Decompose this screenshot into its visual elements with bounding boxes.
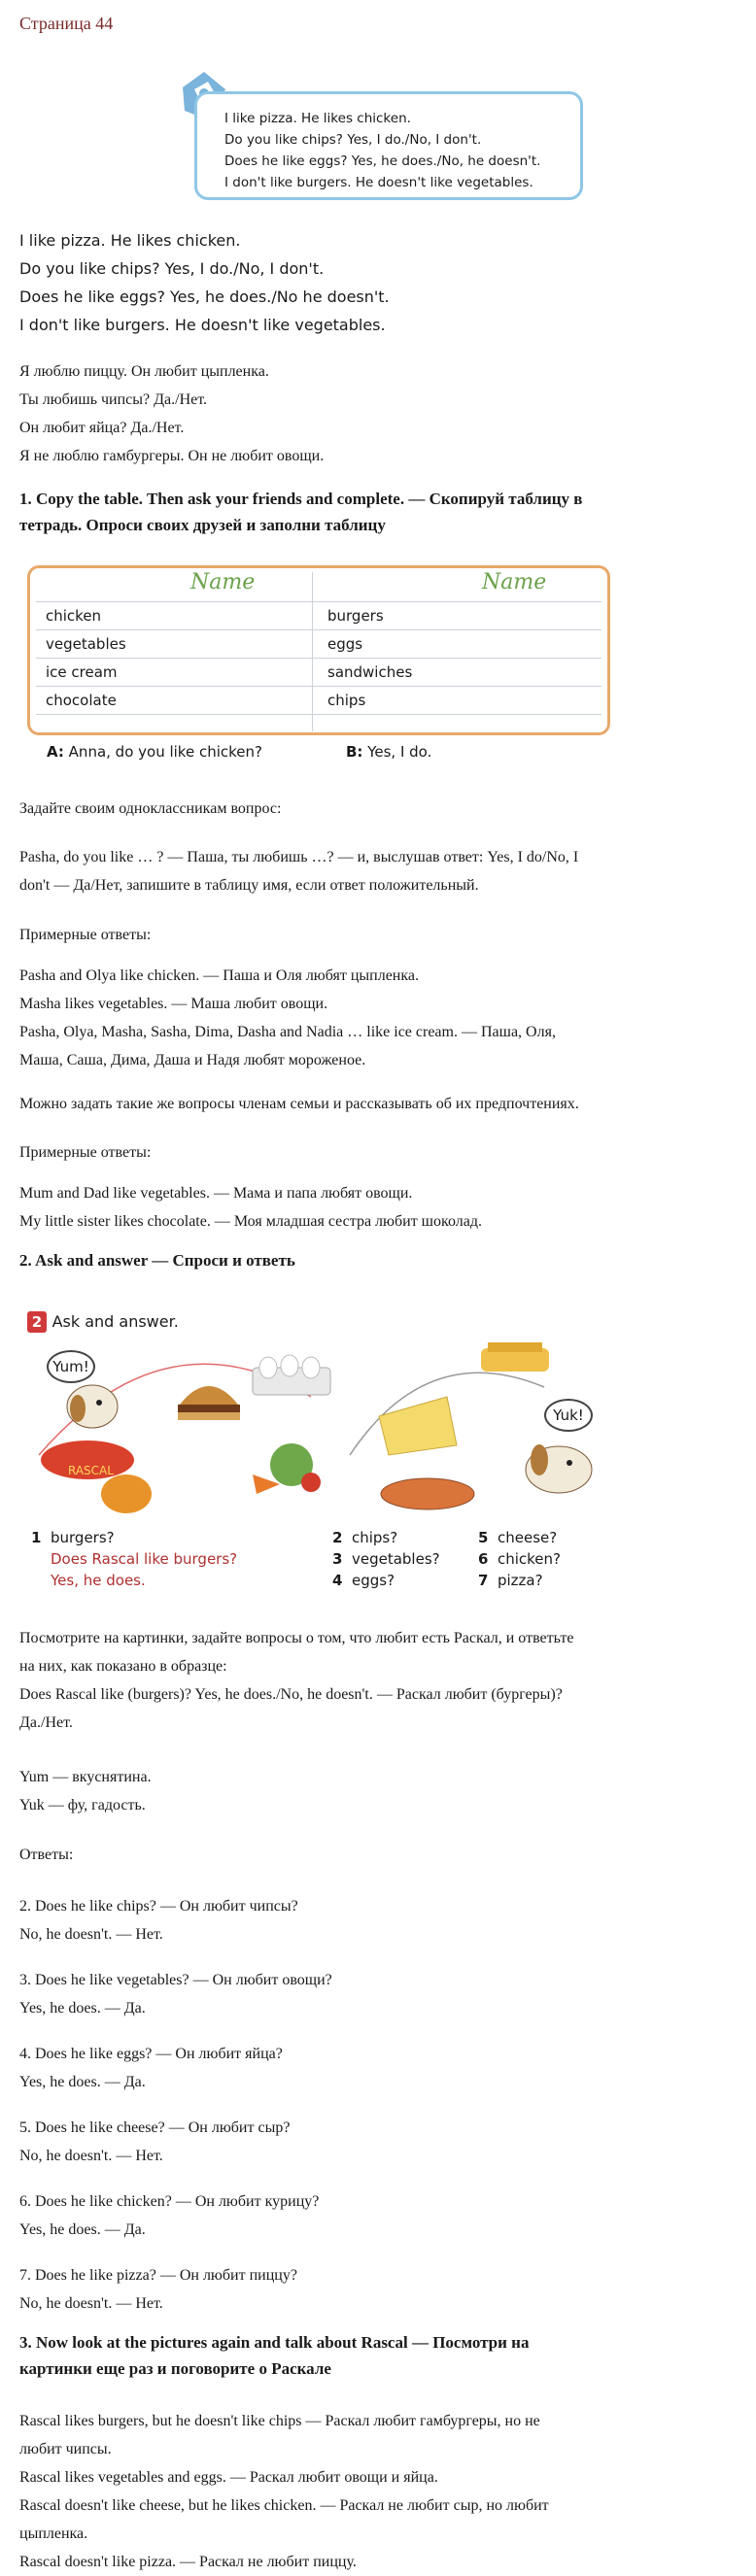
text-line: 5. Does he like cheese? — Он любит сыр? bbox=[19, 2119, 291, 2136]
task1-examples-2 bbox=[19, 1179, 482, 1236]
heading-line: 1. Copy the table. Then ask your friends and complete. — Скопируй таблицу в bbox=[19, 490, 583, 508]
text-line: Примерные ответы: bbox=[19, 1144, 152, 1161]
text-line: Rascal likes vegetables and eggs. — Раскал любит овощи и яйца. bbox=[19, 2469, 438, 2486]
text-line: Mum and Dad like vegetables. — Мама и папа любят овощи. bbox=[19, 1185, 413, 1202]
question-number: 1 bbox=[31, 1529, 42, 1546]
text-line: No, he doesn't. — Нет. bbox=[19, 2148, 163, 2164]
text-line: Rascal likes burgers, but he doesn't like chips — Раскал любит гамбургеры, но не bbox=[19, 2413, 540, 2429]
text-line: Я люблю пиццу. Он любит цыпленка. bbox=[19, 363, 269, 380]
question-number: 7 bbox=[478, 1572, 489, 1589]
question-text: vegetables? bbox=[351, 1550, 440, 1568]
chicken-image bbox=[101, 1474, 152, 1513]
heading-line: картинки еще раз и поговорите о Раскале bbox=[19, 2359, 331, 2378]
table-rule bbox=[36, 686, 601, 687]
text-line: I like pizza. He likes chicken. bbox=[19, 231, 241, 250]
question-text: chips? bbox=[351, 1529, 398, 1546]
cheese-image bbox=[379, 1397, 457, 1455]
task1-text-1 bbox=[19, 795, 281, 823]
question-4 bbox=[332, 1570, 395, 1591]
vegetables-image bbox=[253, 1443, 321, 1494]
answer-block bbox=[19, 1892, 298, 1949]
text-line: No, he doesn't. — Нет. bbox=[19, 2295, 163, 2312]
question-number: 2 bbox=[332, 1529, 343, 1546]
heading-line: 3. Now look at the pictures again and talk about Rascal — Посмотри на bbox=[19, 2333, 530, 2352]
task2-instructions bbox=[19, 1624, 573, 1737]
table-cell: eggs bbox=[327, 635, 363, 653]
text-line: My little sister likes chocolate. — Моя младшая сестра любит шоколад. bbox=[19, 1213, 482, 1230]
task1-text-3 bbox=[19, 921, 151, 949]
text-line: на них, как показано в образце: bbox=[19, 1658, 227, 1675]
text-line: 3. Does he like vegetables? — Он любит овощи? bbox=[19, 1972, 332, 1988]
question-number: 4 bbox=[332, 1572, 343, 1589]
text-line: Yes, he does. — Да. bbox=[19, 2000, 146, 2017]
question-text: eggs? bbox=[351, 1572, 395, 1589]
dialog-b bbox=[346, 743, 431, 761]
pizza-image bbox=[381, 1478, 474, 1509]
text-line: 4. Does he like eggs? — Он любит яйца? bbox=[19, 2046, 283, 2062]
burger-image bbox=[178, 1386, 240, 1420]
answer-block bbox=[19, 2114, 290, 2170]
question-number: 5 bbox=[478, 1529, 489, 1546]
task1-text-2 bbox=[19, 843, 578, 899]
eggs-image bbox=[253, 1355, 330, 1395]
text-line: No, he doesn't. — Нет. bbox=[19, 1926, 163, 1943]
text-line: don't — Да/Нет, запишите в таблицу имя, если ответ положительный. bbox=[19, 877, 479, 894]
text-line: 6. Does he like chicken? — Он любит курицу? bbox=[19, 2193, 320, 2210]
text-line: 7. Does he like pizza? — Он любит пиццу? bbox=[19, 2267, 297, 2284]
task1-text-4 bbox=[19, 1090, 579, 1118]
table-cell: chicken bbox=[46, 607, 102, 625]
question-6 bbox=[478, 1548, 561, 1570]
question-text: pizza? bbox=[497, 1572, 543, 1589]
answer-block bbox=[19, 1966, 332, 2022]
rascal-dog-disgusted bbox=[526, 1444, 592, 1493]
text-line: цыпленка. bbox=[19, 2525, 88, 2542]
table-rule bbox=[36, 658, 601, 659]
answers-label: Ответы: bbox=[19, 1847, 74, 1863]
dog-bowl bbox=[41, 1441, 134, 1479]
table-rule bbox=[36, 629, 601, 630]
bowl-label: RASCAL bbox=[68, 1464, 114, 1477]
grammar-box bbox=[194, 91, 583, 200]
question-1-answer: Yes, he does. bbox=[51, 1572, 146, 1589]
question-2 bbox=[332, 1527, 397, 1548]
grammar-line: I don't like burgers. He doesn't like vegetables. bbox=[224, 175, 533, 190]
text-line: Примерные ответы: bbox=[19, 927, 152, 943]
speech-bubble-yuk: Yuk! bbox=[544, 1399, 593, 1432]
grammar-line: I like pizza. He likes chicken. bbox=[224, 111, 411, 126]
table-rule bbox=[36, 601, 601, 602]
book-heading-text: Ask and answer. bbox=[52, 1312, 179, 1331]
dialog-text: Anna, do you like chicken? bbox=[68, 743, 262, 761]
book-exercise-2 bbox=[19, 1309, 602, 1601]
grammar-line: Do you like chips? Yes, I do./No, I don't. bbox=[224, 132, 482, 148]
answer-block bbox=[19, 2187, 319, 2244]
question-text: cheese? bbox=[497, 1529, 558, 1546]
text-line: Does Rascal like (burgers)? Yes, he does./No, he doesn't. — Раскал любит (бургеры)? bbox=[19, 1686, 563, 1703]
text-line: Does he like eggs? Yes, he does./No he doesn't. bbox=[19, 288, 390, 306]
preference-table bbox=[27, 565, 610, 735]
table-cell: sandwiches bbox=[327, 663, 413, 681]
rascal-dog-happy bbox=[67, 1385, 118, 1428]
intro-russian bbox=[19, 357, 324, 470]
task2-heading: 2. Ask and answer — Спроси и ответь bbox=[19, 1251, 295, 1270]
question-3 bbox=[332, 1548, 440, 1570]
table-cell: chips bbox=[327, 692, 366, 709]
text-line: Он любит яйца? Да./Нет. bbox=[19, 420, 185, 436]
task3-text bbox=[19, 2407, 549, 2576]
text-line: Pasha and Olya like chicken. — Паша и Оля любят цыпленка. bbox=[19, 967, 419, 984]
text-line: Yuk — фу, гадость. bbox=[19, 1797, 146, 1813]
text-line: Да./Нет. bbox=[19, 1714, 73, 1731]
speech-bubble-yum: Yum! bbox=[47, 1350, 95, 1383]
text-line: Yes, he does. — Да. bbox=[19, 2074, 146, 2090]
answer-block bbox=[19, 2261, 297, 2318]
text-line: Pasha, do you like … ? — Паша, ты любишь …? — и, выслушав ответ: Yes, I do/No, I bbox=[19, 849, 579, 865]
text-line: 2. Does he like chips? — Он любит чипсы? bbox=[19, 1898, 298, 1915]
exercise-number-badge: 2 bbox=[27, 1311, 47, 1333]
text-line: Маша, Саша, Дима, Даша и Надя любят мороженое. bbox=[19, 1052, 366, 1068]
task1-examples bbox=[19, 962, 556, 1074]
question-1-example: Does Rascal like burgers? bbox=[51, 1550, 238, 1568]
question-text: burgers? bbox=[50, 1529, 115, 1546]
dialog-a bbox=[47, 743, 262, 761]
text-line: Я не люблю гамбургеры. Он не любит овощи. bbox=[19, 448, 325, 464]
question-number: 6 bbox=[478, 1550, 489, 1568]
task1-heading bbox=[19, 486, 739, 538]
column-header-name: Name bbox=[482, 570, 547, 594]
text-line: любит чипсы. bbox=[19, 2441, 112, 2457]
table-rule bbox=[36, 714, 601, 715]
text-line: Rascal doesn't like pizza. — Раскал не любит пиццу. bbox=[19, 2554, 357, 2570]
question-7 bbox=[478, 1570, 543, 1591]
text-line: Yes, he does. — Да. bbox=[19, 2221, 146, 2238]
page-title: Страница 44 bbox=[19, 14, 114, 33]
text-line: Посмотрите на картинки, задайте вопросы о том, что любит есть Раскал, и ответьте bbox=[19, 1630, 574, 1646]
question-5 bbox=[478, 1527, 557, 1548]
grammar-line: Does he like eggs? Yes, he does./No, he doesn't. bbox=[224, 153, 541, 169]
book-heading bbox=[27, 1311, 179, 1333]
text-line: Ты любишь чипсы? Да./Нет. bbox=[19, 391, 208, 408]
text-line: Pasha, Olya, Masha, Sasha, Dima, Dasha and Nadia … like ice cream. — Паша, Оля, bbox=[19, 1024, 556, 1040]
food-illustration bbox=[19, 1339, 602, 1513]
chips-image bbox=[481, 1342, 549, 1372]
table-divider bbox=[312, 572, 313, 731]
task3-heading bbox=[19, 2329, 739, 2382]
dialog-text: Yes, I do. bbox=[367, 743, 432, 761]
table-cell: ice cream bbox=[46, 663, 118, 681]
task1-text-5 bbox=[19, 1138, 151, 1167]
question-number: 3 bbox=[332, 1550, 343, 1568]
text-line: Можно задать такие же вопросы членам семьи и рассказывать об их предпочтениях. bbox=[19, 1096, 579, 1112]
heading-line: тетрадь. Опроси своих друзей и заполни таблицу bbox=[19, 516, 386, 534]
table-cell: chocolate bbox=[46, 692, 117, 709]
text-line: Masha likes vegetables. — Маша любит овощи. bbox=[19, 996, 328, 1012]
question-1 bbox=[31, 1527, 115, 1548]
text-line: Do you like chips? Yes, I do./No, I don't. bbox=[19, 259, 325, 278]
text-line: I don't like burgers. He doesn't like vegetables. bbox=[19, 316, 386, 334]
speaker-label: A: bbox=[47, 743, 64, 761]
text-line: Yum — вкуснятина. bbox=[19, 1769, 152, 1785]
vocabulary bbox=[19, 1763, 152, 1819]
text-line: Задайте своим одноклассникам вопрос: bbox=[19, 800, 282, 817]
table-cell: vegetables bbox=[46, 635, 126, 653]
speaker-label: B: bbox=[346, 743, 363, 761]
answer-block bbox=[19, 2040, 283, 2096]
table-cell: burgers bbox=[327, 607, 384, 625]
column-header-name: Name bbox=[190, 570, 256, 594]
intro-english bbox=[19, 226, 390, 339]
text-line: Rascal doesn't like cheese, but he likes chicken. — Раскал не любит сыр, но любит bbox=[19, 2497, 549, 2514]
question-text: chicken? bbox=[497, 1550, 562, 1568]
